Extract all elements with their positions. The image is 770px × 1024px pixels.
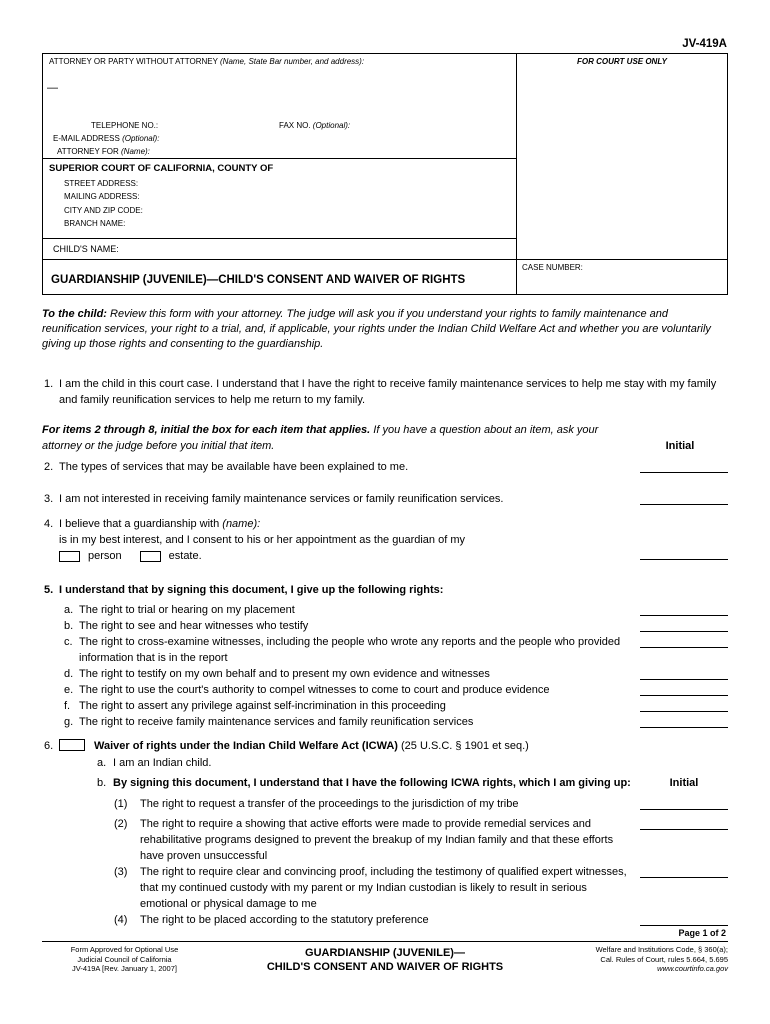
item-2 [42, 459, 632, 475]
item-6b-4-initial-line[interactable] [640, 912, 728, 926]
intro-lead: To the child: [42, 308, 111, 320]
person-label: person [88, 550, 122, 562]
court-title: SUPERIOR COURT OF CALIFORNIA, COUNTY OF [49, 163, 274, 174]
attorney-label: ATTORNEY OR PARTY WITHOUT ATTORNEY [49, 57, 220, 66]
item-5g [42, 714, 728, 730]
footer-form-title [207, 945, 563, 974]
item-6b-1-text: The right to request a transfer of the proceedings to the jurisdiction of my tribe [140, 798, 519, 810]
footer-rules-citation: Cal. Rules of Court, rules 5.664, 5.695 [600, 954, 728, 964]
instruction-italic: If you have a question about an item, ask your attorney or the judge before you initial that item. [42, 424, 599, 452]
attorney-dash: — [47, 82, 58, 94]
item-4-initial-line[interactable] [640, 559, 728, 560]
icwa-waiver-checkbox[interactable] [59, 739, 85, 751]
person-checkbox[interactable] [59, 551, 80, 562]
item-3 [42, 491, 632, 507]
case-number-box[interactable] [517, 260, 727, 294]
item-5 [42, 582, 728, 598]
attorney-for-label-text: ATTORNEY FOR [57, 147, 122, 156]
item-5f [42, 698, 728, 714]
item-5e [42, 682, 728, 698]
attorney-for-note: (Name): [121, 147, 150, 156]
item-5b-letter: b. [64, 620, 74, 632]
item-5a-initial-line[interactable] [640, 602, 728, 616]
item-4-name-note: (name): [222, 518, 261, 530]
item-5-number: 5. [44, 584, 54, 596]
caption-box [42, 53, 728, 295]
fax-label [279, 121, 350, 130]
item-6b-4 [42, 912, 728, 928]
instruction-bold: For items 2 through 8, initial the box for each item that applies. [42, 424, 374, 436]
item-5g-text: The right to receive family maintenance services and family reunification services [79, 716, 474, 728]
item-6b-2-text: The right to require a showing that active efforts were made to provide remedial services and rehabilitative programs designed to prevent the breakup of my Indian family and that these efforts have proven unsuccessful [140, 818, 614, 862]
item-6a [42, 755, 728, 771]
caption-top [43, 54, 727, 259]
item-4-line2: is in my best interest, and I consent to his or her appointment as the guardian of my [59, 534, 465, 546]
item-6b-1 [42, 796, 728, 812]
item-5d [42, 666, 728, 682]
item-4-line1-text: I believe that a guardianship with [59, 518, 223, 530]
item-6b-2-initial-line[interactable] [640, 816, 728, 830]
item-3-row [42, 491, 728, 507]
footer-court-url[interactable]: www.courtinfo.ca.gov [657, 964, 728, 973]
item-6b-text: By signing this document, I understand that I have the following ICWA rights, which I am giving up: [113, 777, 631, 789]
item-6b-3-number: (3) [114, 866, 128, 878]
instruction-text [42, 422, 632, 454]
item-5g-letter: g. [64, 716, 74, 728]
item-6b-4-number: (4) [114, 914, 128, 926]
item-5a-text: The right to trial or hearing on my placement [79, 604, 295, 616]
attorney-label-note: (Name, State Bar number, and address): [220, 57, 365, 66]
item-6b-1-initial-line[interactable] [640, 796, 728, 810]
form-number: JV-419A [682, 38, 727, 50]
item-4-line1 [59, 516, 632, 532]
branch-name-label: BRANCH NAME: [64, 219, 126, 228]
item-5a [42, 602, 728, 618]
item-6b-2 [42, 816, 728, 864]
item-6-number: 6. [44, 740, 54, 752]
item-6 [42, 738, 728, 754]
estate-label: estate. [168, 550, 202, 562]
item-5g-initial-line[interactable] [640, 714, 728, 728]
page-number: Page 1 of 2 [678, 928, 726, 938]
item-3-number: 3. [44, 493, 54, 505]
item-5f-letter: f. [64, 700, 71, 712]
item-5e-letter: e. [64, 684, 74, 696]
court-use-box [517, 54, 727, 259]
childs-name-label: CHILD'S NAME: [53, 244, 119, 254]
item-5c-initial-line[interactable] [640, 634, 728, 648]
fax-label-note: (Optional): [312, 121, 351, 130]
phone-fax-row [91, 121, 512, 130]
item-6b-2-number: (2) [114, 818, 128, 830]
item-3-text: I am not interested in receiving family maintenance services or family reunification services. [59, 493, 504, 505]
initial-column-header [632, 422, 728, 454]
item-6b-3 [42, 864, 728, 912]
item-5d-text: The right to testify on my own behalf and to present my own evidence and witnesses [79, 668, 490, 680]
attorney-box[interactable] [43, 54, 516, 158]
item-2-initial-line[interactable] [640, 459, 728, 473]
item-5d-letter: d. [64, 668, 74, 680]
title-row [43, 259, 727, 294]
footer-code-citation: Welfare and Institutions Code, § 360(a); [595, 945, 728, 954]
item-5b [42, 618, 728, 634]
item-5-heading: I understand that by signing this document, I give up the following rights: [59, 584, 444, 596]
item-4-row [42, 516, 728, 564]
footer-bar [42, 941, 728, 974]
item-5d-initial-line[interactable] [640, 666, 728, 680]
mailing-address-label: MAILING ADDRESS: [64, 192, 140, 201]
item-5e-initial-line[interactable] [640, 682, 728, 696]
telephone-label: TELEPHONE NO.: [91, 121, 159, 130]
footer-form-revision: JV-419A [Rev. January 1, 2007] [72, 964, 177, 973]
form-body [42, 307, 728, 928]
email-label [53, 134, 159, 143]
fax-label-text: FAX NO. [279, 121, 313, 130]
item-6b-3-text: The right to require clear and convincing proof, including the testimony of qualified expert witnesses, that my continued custody with my parent or my Indian custodian is likely to result in serious emotional or physical damage to me [140, 866, 627, 910]
footer-approval-line2: Judicial Council of California [77, 954, 172, 964]
estate-checkbox[interactable] [140, 551, 161, 562]
item-5f-initial-line[interactable] [640, 698, 728, 712]
item-5c-letter: c. [64, 636, 73, 648]
item-2-text: The types of services that may be available have been explained to me. [59, 461, 409, 473]
item-6-heading-bold: Waiver of rights under the Indian Child Welfare Act (ICWA) [94, 740, 398, 752]
attorney-for-label [57, 147, 150, 156]
item-1 [42, 376, 728, 408]
item-6-heading-cite: (25 U.S.C. § 1901 et seq.) [397, 740, 529, 752]
footer-citations [563, 945, 728, 974]
intro-body: Review this form with your attorney. The judge will ask you if you understand your rights to family maintenance and reunification services, your right to a trial, and, if applicable, your rights under the Indian Child Welfare Act and whether you are voluntarily giving up those rights and consenting to the guardianship. [42, 308, 711, 350]
item-4 [42, 516, 632, 564]
street-address-label: STREET ADDRESS: [64, 178, 139, 188]
item-5b-text: The right to see and hear witnesses who testify [79, 620, 309, 632]
item-6b [42, 775, 728, 791]
footer-form-title-line1: GUARDIANSHIP (JUVENILE)— [305, 947, 465, 959]
item-6b-letter: b. [97, 777, 107, 789]
item-5e-text: The right to use the court's authority to compel witnesses to come to court and produce evidence [79, 684, 550, 696]
footer [42, 928, 728, 974]
court-box[interactable] [43, 158, 516, 238]
item-3-initial-line[interactable] [640, 491, 728, 505]
item-4-number: 4. [44, 518, 54, 530]
form-title: GUARDIANSHIP (JUVENILE)—CHILD'S CONSENT AND WAIVER OF RIGHTS [43, 260, 517, 294]
court-use-label: FOR COURT USE ONLY [577, 57, 667, 66]
footer-approval-line1: Form Approved for Optional Use [70, 945, 179, 954]
item-6b-1-number: (1) [114, 798, 128, 810]
city-zip-label: CITY AND ZIP CODE: [64, 205, 143, 215]
case-number-label: CASE NUMBER: [522, 263, 583, 272]
caption-left-column [43, 54, 517, 259]
footer-form-title-line2: CHILD'S CONSENT AND WAIVER OF RIGHTS [266, 961, 504, 973]
item-6b-rights [42, 796, 728, 928]
item-5b-initial-line[interactable] [640, 618, 728, 632]
email-label-text: E-MAIL ADDRESS [53, 134, 123, 143]
item-6b-3-initial-line[interactable] [640, 864, 728, 878]
item-6b-4-text: The right to be placed according to the statutory preference [140, 914, 429, 926]
item-4-options [59, 548, 632, 564]
items-instruction [42, 422, 728, 454]
childs-name-box[interactable] [43, 238, 516, 259]
item-5c [42, 634, 728, 666]
initial-label: Initial [665, 440, 695, 452]
email-label-note: (Optional): [122, 134, 160, 143]
item-5a-letter: a. [64, 604, 74, 616]
item-6a-text: I am an Indian child. [113, 757, 212, 769]
item-1-text: I am the child in this court case. I understand that I have the right to receive family maintenance services to help me stay with my family and family reunification services to help me return to my family. [59, 378, 717, 406]
item-5-subitems [42, 602, 728, 730]
footer-approval-block [42, 945, 207, 974]
icwa-initial-column-header [640, 775, 728, 791]
item-5c-text: The right to cross-examine witnesses, including the people who wrote any reports and the people who provided information that is in the report [79, 636, 621, 664]
item-6a-letter: a. [97, 757, 107, 769]
intro-paragraph [42, 307, 728, 352]
attorney-label-row [43, 54, 516, 66]
item-1-number: 1. [44, 378, 54, 390]
item-2-number: 2. [44, 461, 54, 473]
icwa-initial-label: Initial [669, 777, 699, 789]
item-5f-text: The right to assert any privilege against self-incrimination in this proceeding [79, 700, 446, 712]
item-2-row [42, 459, 728, 475]
